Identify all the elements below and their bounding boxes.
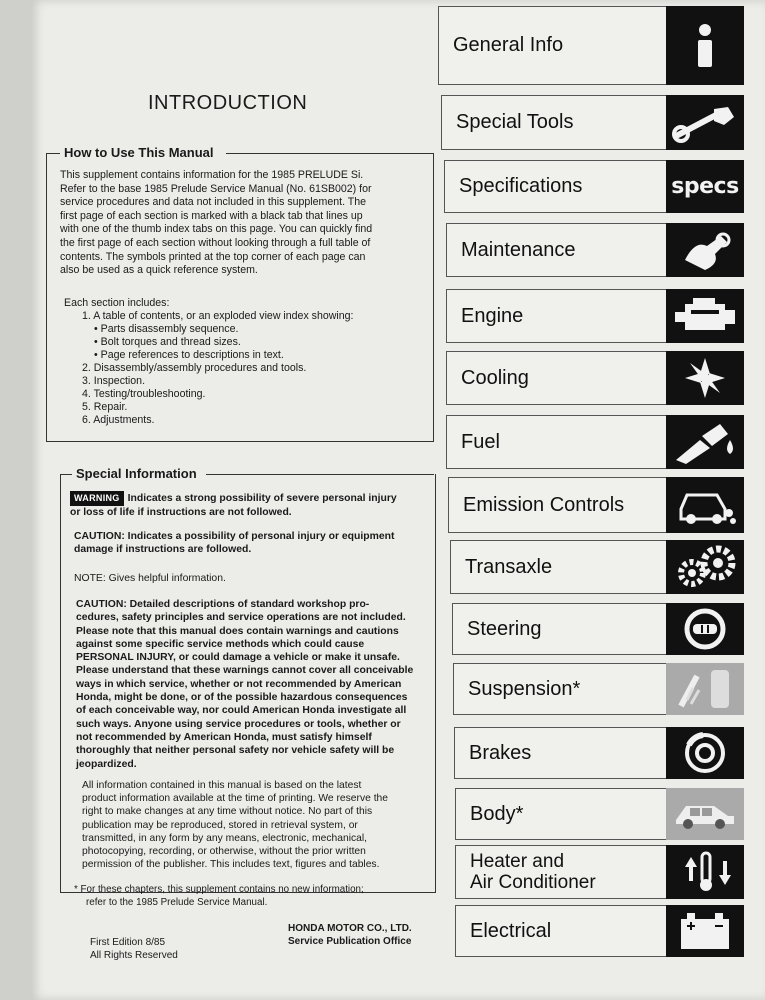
tab-heater-and[interactable] — [455, 845, 744, 899]
paragraph-line: first page of each section is marked with a black tab that lines up — [60, 209, 363, 222]
steering-wheel-icon — [666, 603, 744, 655]
caution-line: Honda, might be done, or of the possible hazardous consequences — [76, 692, 408, 704]
all-info-paragraph — [82, 779, 432, 871]
paragraph-line: photocopying, recording, or otherwise, without the prior written — [82, 846, 366, 858]
caution-line: damage if instructions are followed. — [74, 544, 252, 556]
edition-line: First Edition 8/85 — [90, 937, 166, 948]
caution-line: Please understand that these warnings cannot cover all conceivable — [76, 665, 414, 677]
car-body-icon — [666, 788, 744, 840]
box-top-line-left — [46, 153, 60, 154]
tab-body[interactable] — [455, 788, 744, 840]
tab-label-text: General Info — [453, 34, 564, 56]
tab-general-info[interactable] — [438, 6, 744, 85]
tab-label — [446, 289, 666, 343]
tab-label — [450, 540, 666, 594]
paragraph-line: with one of the thumb index tabs on this page. You can quickly find — [60, 223, 373, 236]
paragraph-line: transmitted, in any form by any means, electronic, mechanical, — [82, 832, 368, 844]
footnote-line: refer to the 1985 Prelude Service Manual. — [86, 896, 268, 908]
caution-line: ways in which service, whether or not recommended by American — [76, 678, 402, 690]
tab-label-text: Suspension* — [468, 677, 581, 700]
list-item: • Page references to descriptions in text. — [94, 349, 284, 361]
brake-disc-icon — [666, 727, 744, 779]
paragraph-line: product information available at the time of printing. We reserve the — [82, 793, 389, 805]
info-icon-svg — [685, 21, 725, 71]
battery-icon — [666, 905, 744, 957]
tab-label — [455, 905, 666, 957]
tab-label-text: Brakes — [469, 741, 532, 764]
tab-label-text: Specifications — [459, 175, 583, 197]
tab-suspension[interactable] — [453, 663, 744, 715]
list-intro: Each section includes: — [64, 297, 170, 309]
list-item: 2. Disassembly/assembly procedures and tools. — [82, 362, 307, 374]
tab-label — [455, 788, 666, 840]
how-to-use-paragraph — [60, 169, 430, 278]
tab-label-text: Special Tools — [456, 111, 574, 133]
tab-steering[interactable] — [452, 603, 744, 655]
paragraph-line: Refer to the base 1985 Prelude Service Manual (No. 61SB002) for — [60, 182, 372, 195]
tab-label-text: Cooling — [461, 366, 529, 389]
box-top-line-right — [206, 474, 434, 475]
page-title: INTRODUCTION — [148, 92, 308, 114]
paragraph-line: All information contained in this manual is based on the latest — [82, 780, 362, 791]
paragraph-line: service procedures and data not included in this supplement. The — [60, 196, 367, 209]
tab-label — [446, 415, 666, 469]
caution-line: of each conceivable way, nor could American Honda investigate all — [76, 705, 407, 717]
caution-line: against some specific service methods which could cause — [76, 638, 365, 650]
tab-label-text: Transaxle — [465, 555, 553, 578]
caution-line: CAUTION: Indicates a possibility of personal injury or equipment — [74, 531, 395, 542]
note-text — [74, 572, 226, 585]
list-item: 1. A table of contents, or an exploded view index showing: — [82, 310, 354, 322]
box-top-line-right — [226, 153, 433, 154]
tab-transaxle[interactable] — [450, 540, 744, 594]
tab-special-tools[interactable] — [441, 95, 744, 150]
paragraph-line: the first page of each section without looking through a full table of — [60, 236, 371, 249]
caution-detailed-text — [76, 598, 432, 771]
warning-badge: WARNING — [70, 491, 124, 506]
tab-label — [446, 351, 666, 405]
footnote — [74, 884, 434, 909]
fuel-nozzle-icon — [666, 415, 744, 469]
paragraph-line: contents. The symbols printed at the top corner of each page can — [60, 250, 366, 263]
tab-label — [455, 845, 666, 899]
tab-label — [444, 160, 666, 213]
paragraph-line: right to make changes at any time without notice. No part of this — [82, 806, 373, 818]
list-item: • Parts disassembly sequence. — [94, 323, 239, 335]
gears-icon — [666, 540, 744, 594]
edition-info — [90, 936, 178, 962]
wrench-icon — [666, 95, 744, 150]
caution-text — [74, 530, 434, 557]
list-item: 6. Adjustments. — [82, 414, 155, 426]
tab-label-line: Heater and — [470, 851, 565, 872]
tab-label-text: Body* — [470, 802, 524, 825]
tab-label — [438, 6, 666, 85]
publisher-office-line: Service Publication Office — [288, 936, 412, 947]
note-line: NOTE: Gives helpful information. — [74, 573, 226, 584]
tab-label — [452, 603, 666, 655]
caution-line: PERSONAL INJURY, or could damage a vehicle or make it unsafe. — [76, 652, 400, 664]
footnote-line: * For these chapters, this supplement contains no new information; — [74, 884, 364, 895]
tab-engine[interactable] — [446, 289, 744, 343]
tab-label — [448, 477, 666, 533]
fan-icon — [666, 351, 744, 405]
tab-emission-controls[interactable] — [448, 477, 744, 533]
box-top-line-left — [60, 474, 72, 475]
tab-label — [446, 223, 666, 277]
tab-brakes[interactable] — [454, 727, 744, 779]
hand-tools-icon — [666, 223, 744, 277]
shock-absorber-icon — [666, 663, 744, 715]
tab-label-text: Fuel — [461, 430, 500, 453]
warning-line: Indicates a strong possibility of severe personal injury — [127, 493, 397, 504]
specs-icon — [666, 160, 744, 213]
tab-label-text: Engine — [461, 304, 524, 327]
tab-electrical[interactable] — [455, 905, 744, 957]
section-includes-list — [64, 297, 424, 427]
list-item: 3. Inspection. — [82, 375, 146, 387]
paragraph-line: This supplement contains information for the 1985 PRELUDE Si. — [60, 169, 364, 181]
tab-label-text: Electrical — [470, 919, 552, 942]
paragraph-line: publication may be reproduced, stored in retrieval system, or — [82, 819, 358, 831]
paragraph-line: permission of the publisher. This includes text, figures and tables. — [82, 859, 380, 871]
tab-specifications[interactable] — [444, 160, 744, 213]
paragraph-line: also be used as a quick reference system. — [60, 264, 258, 277]
how-to-use-heading: How to Use This Manual — [60, 145, 218, 160]
publisher-line: HONDA MOTOR CO., LTD. — [288, 923, 412, 934]
caution-line: cedures, safety principles and service operations are not included. — [76, 612, 406, 624]
caution-line: Please note that this manual does contain warnings and cautions — [76, 625, 399, 637]
special-info-heading: Special Information — [72, 466, 201, 481]
tab-label — [441, 95, 666, 150]
tab-label-line: Air Conditioner — [470, 872, 596, 893]
tab-label-text: Emission Controls — [463, 493, 625, 516]
caution-line: not recommended by American Honda, must satisfy himself — [76, 731, 372, 743]
thermometer-icon — [666, 845, 744, 899]
warning-text — [70, 491, 432, 520]
caution-line: CAUTION: Detailed descriptions of standard workshop pro- — [76, 599, 370, 610]
caution-line: such ways. Anyone using service procedures or tools, whether or — [76, 718, 401, 730]
tab-cooling[interactable] — [446, 351, 744, 405]
tab-label-text: Steering — [467, 617, 542, 640]
caution-line: thoroughly that neither personal safety nor vehicle safety will be — [76, 745, 395, 757]
list-item: • Bolt torques and thread sizes. — [94, 336, 241, 348]
tab-label-text: Maintenance — [461, 238, 576, 261]
list-item: 5. Repair. — [82, 401, 128, 413]
specs-icon-text: specs — [671, 174, 739, 199]
info-icon — [666, 6, 744, 85]
engine-icon — [666, 289, 744, 343]
rights-line: All Rights Reserved — [90, 950, 178, 961]
caution-line: jeopardized. — [76, 758, 137, 770]
publisher-info — [288, 922, 412, 948]
list-item: 4. Testing/troubleshooting. — [82, 388, 206, 400]
car-exhaust-icon — [666, 477, 744, 533]
tab-label — [454, 727, 666, 779]
warning-line: or loss of life if instructions are not followed. — [70, 507, 292, 519]
tab-label — [453, 663, 666, 715]
tab-fuel[interactable] — [446, 415, 744, 469]
tab-maintenance[interactable] — [446, 223, 744, 277]
